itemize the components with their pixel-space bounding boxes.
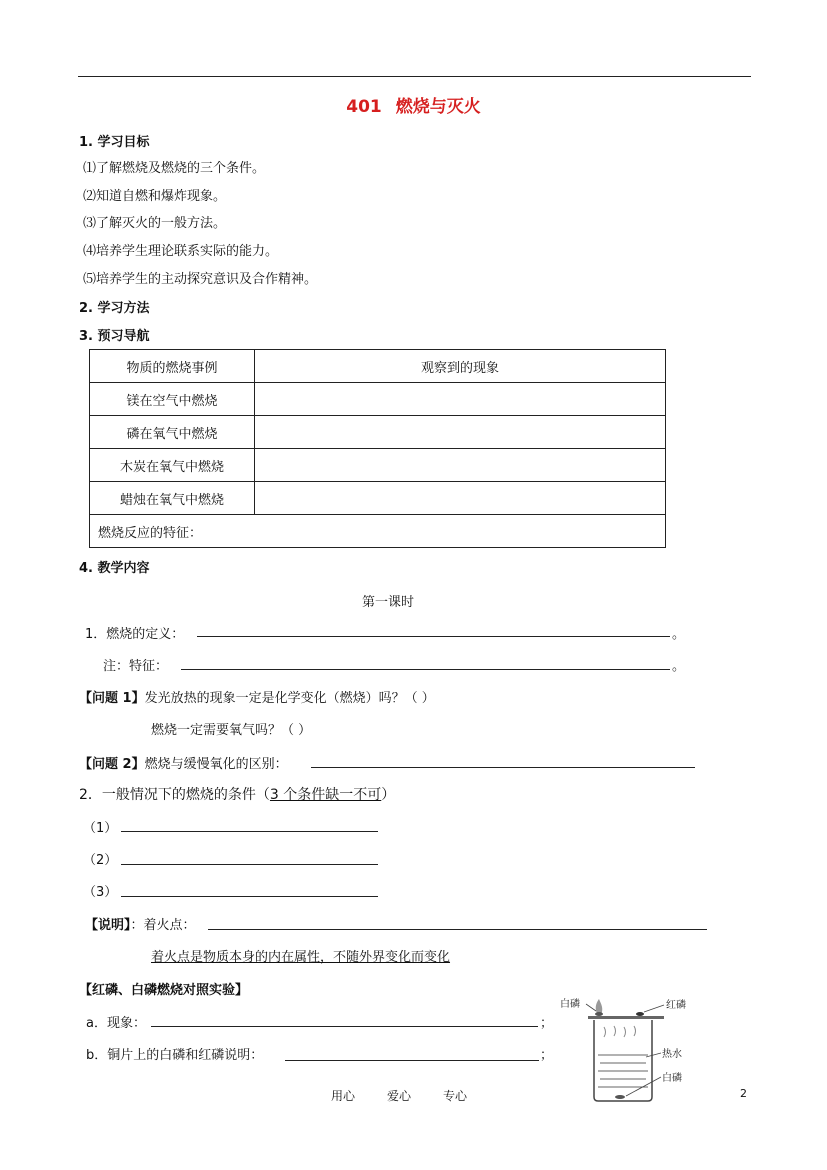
experiment-a-label: a．现象： [86,1016,146,1031]
note-end: 。 [672,659,686,674]
preview-table [89,349,666,548]
beaker-experiment-figure [558,993,708,1108]
explain-row [85,914,196,933]
condition-label: （1） [83,821,118,836]
conditions-title [79,784,395,804]
table-header-cell: 观察到的现象 [255,350,666,383]
white-phosphorus-bottom [615,1095,625,1099]
period-label: 第一课时 [362,595,415,610]
footer-item: 爱心 [387,1089,412,1103]
table-cell: 木炭在氧气中燃烧 [90,449,255,482]
experiment-b-end: ； [540,1048,554,1063]
page-number: 2 [740,1087,747,1100]
label-hot-water: 热水 [662,1049,682,1060]
table-cell: 蜡烛在氧气中燃烧 [90,482,255,515]
note-blank[interactable] [181,669,670,670]
note-label: 注：特征： [103,659,169,674]
experiment-b-label: b．铜片上的白磷和红磷说明： [86,1048,264,1063]
section-heading-method: 2. 学习方法 [79,301,150,316]
table-header-cell: 物质的燃烧事例 [90,350,255,383]
table-cell-blank [255,383,666,416]
objective-item: ⑷培养学生理论联系实际的能力。 [83,244,279,259]
hot-water [598,1055,648,1087]
definition-label: 1．燃烧的定义： [85,627,185,642]
table-footer-row [90,515,666,548]
label-red-phosphorus: 红磷 [666,1000,686,1011]
definition-end: 。 [672,627,686,642]
header-rule [78,76,751,77]
definition-blank[interactable] [197,636,670,637]
table-cell: 镁在空气中燃烧 [90,383,255,416]
copper-plate [588,1016,664,1019]
conditions-title-pre: 2．一般情况下的燃烧的条件（ [79,787,270,803]
white-phosphorus-top [595,1012,603,1016]
question-2-text: 燃烧与缓慢氧化的区别： [144,757,288,772]
objective-item: ⑸培养学生的主动探究意识及合作精神。 [83,272,318,287]
table-row [90,416,666,449]
conditions-title-post: ） [381,787,396,803]
experiment-title: 【红磷、白磷燃烧对照实验】 [79,983,249,998]
red-phosphorus [636,1012,644,1016]
condition-label: （2） [83,853,118,868]
condition-blank[interactable] [121,831,378,832]
question-1-tag: 【问题 1】 [79,691,145,706]
conditions-title-underlined: 3 个条件缺一不可 [269,787,382,803]
question-2-blank[interactable] [311,767,695,768]
footer-item: 专心 [443,1089,468,1103]
question-2-tag: 【问题 2】 [79,757,145,772]
objective-item: ⑶了解灭火的一般方法。 [83,216,227,231]
label-white-phosphorus-top: 白磷 [560,999,580,1010]
title-number: 401 [346,97,382,117]
table-footer-cell: 燃烧反应的特征： [90,515,666,548]
section-heading-preview: 3. 预习导航 [79,329,150,344]
explain-note [151,946,450,965]
table-cell-blank [255,482,666,515]
steam-lines [604,1026,636,1037]
page-title [0,92,827,117]
condition-label: （3） [83,885,118,900]
experiment-a-end: ； [540,1016,554,1031]
experiment-b-blank[interactable] [285,1060,539,1061]
question-1-text: 发光放热的现象一定是化学变化（燃烧）吗？（ ） [144,691,435,706]
question-2 [79,753,288,772]
table-cell-blank [255,416,666,449]
table-header-row [90,350,666,383]
section-heading-objectives: 1. 学习目标 [79,135,150,150]
explain-tag: 【说明】 [85,918,131,933]
condition-blank[interactable] [121,864,378,865]
explain-label: ：着火点： [130,918,196,933]
objective-item: ⑴了解燃烧及燃烧的三个条件。 [83,161,266,176]
table-cell-blank [255,449,666,482]
explain-note-text: 着火点是物质本身的内在属性，不随外界变化而变化 [151,950,451,965]
table-row [90,482,666,515]
footer-item: 用心 [331,1089,356,1103]
beaker [594,1020,652,1101]
table-row [90,383,666,416]
page-footer [331,1087,499,1104]
question-1-sub: 燃烧一定需要氧气吗？（ ） [151,723,312,738]
ignition-point-blank[interactable] [208,929,707,930]
table-row [90,449,666,482]
objective-item: ⑵知道自燃和爆炸现象。 [83,189,227,204]
section-heading-content: 4. 教学内容 [79,561,150,576]
table-cell: 磷在氧气中燃烧 [90,416,255,449]
title-text: 燃烧与灭火 [395,97,481,117]
experiment-a-blank[interactable] [151,1026,538,1027]
condition-blank[interactable] [121,896,378,897]
question-1 [79,687,435,706]
label-white-phosphorus-bottom: 白磷 [662,1073,682,1084]
